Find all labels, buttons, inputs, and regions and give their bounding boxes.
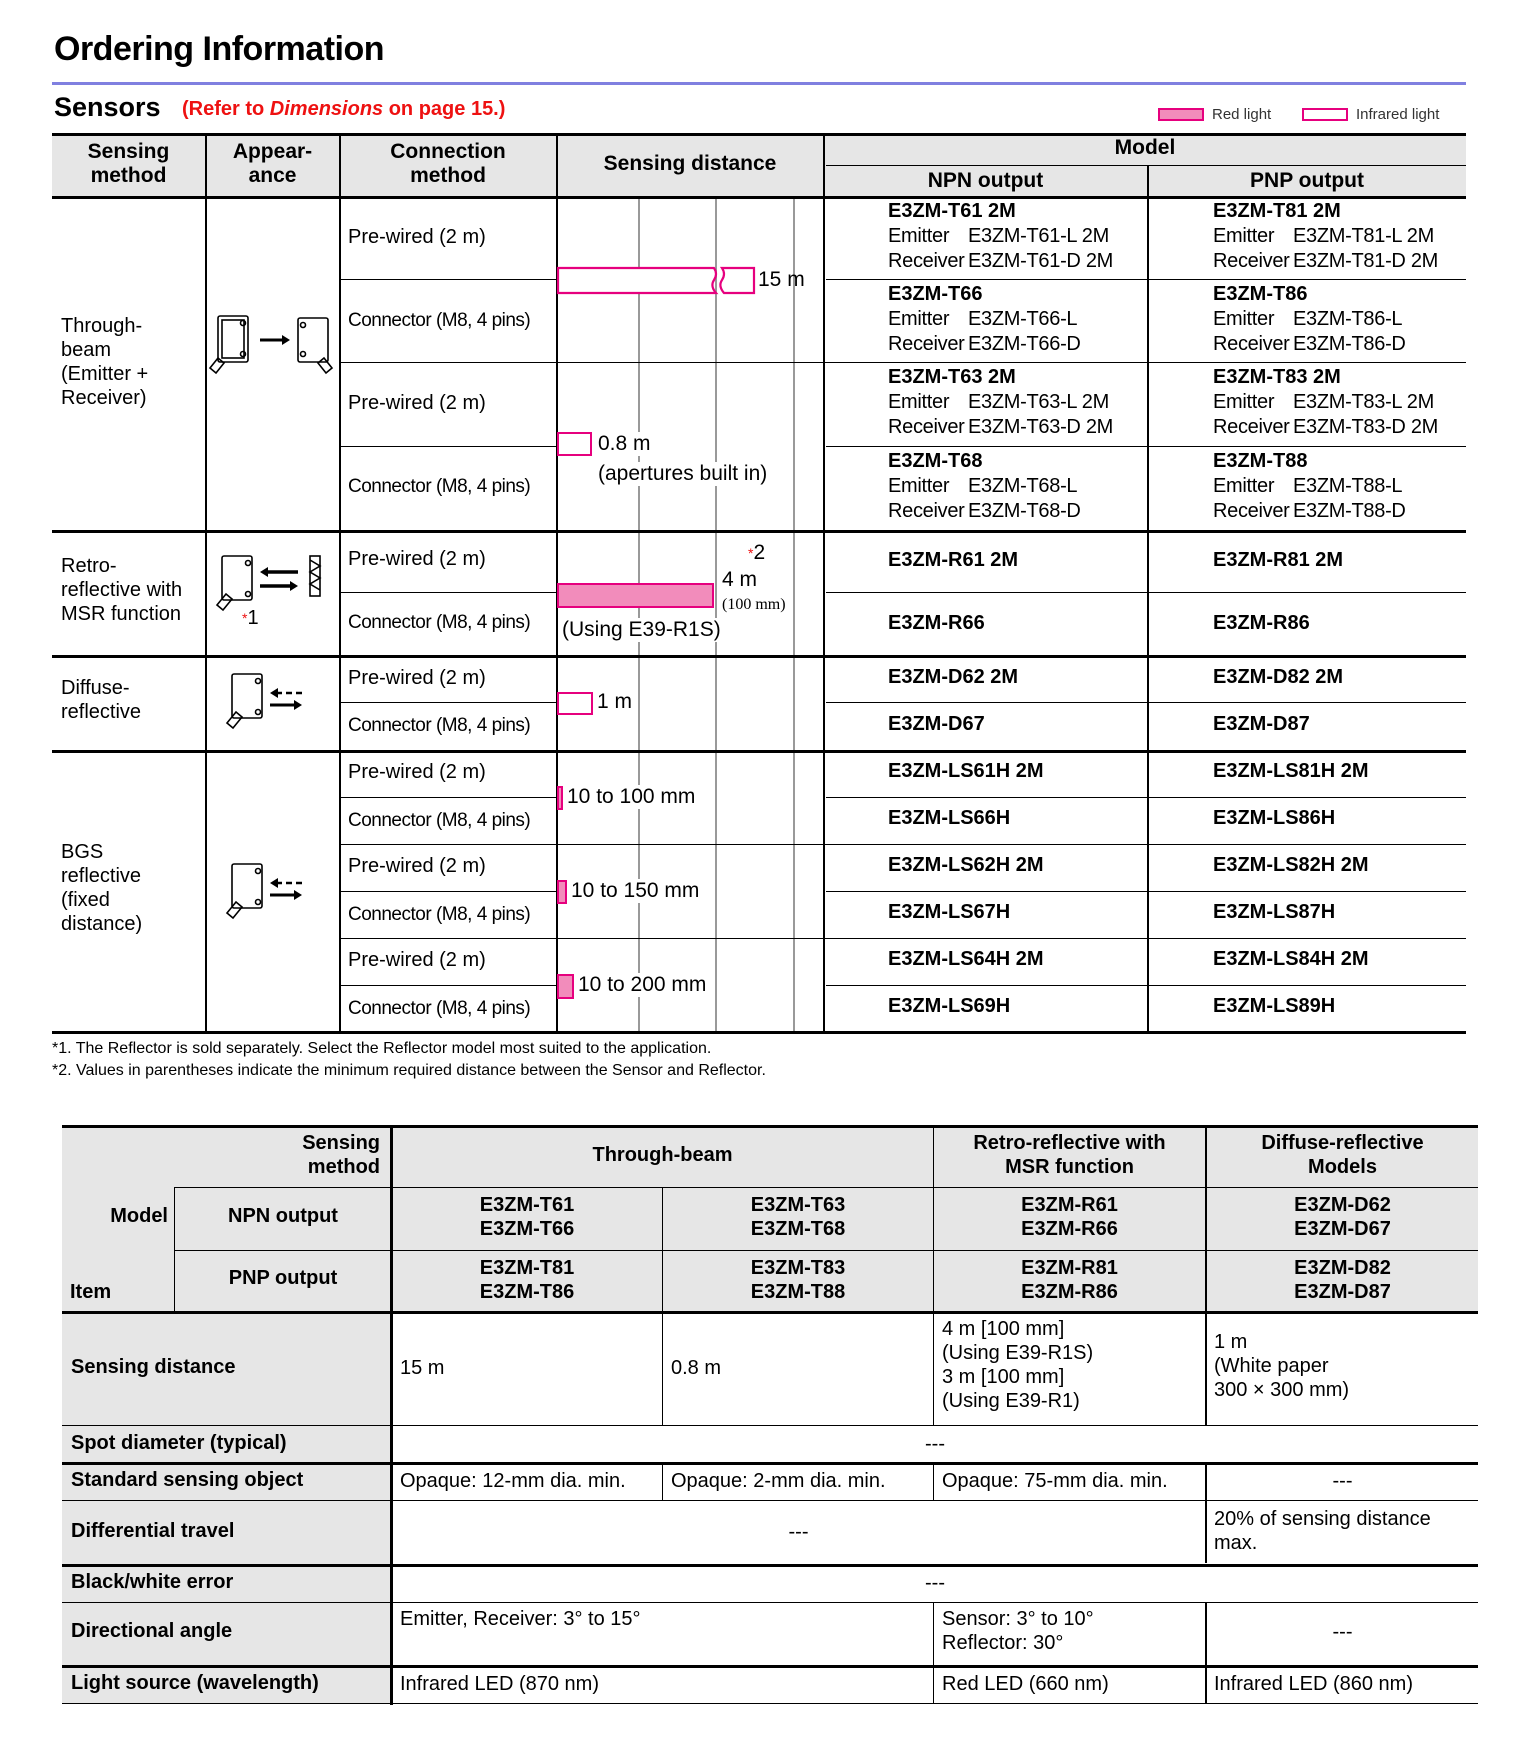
connection-prewired: Pre-wired (2 m) bbox=[348, 761, 486, 783]
light-source-diffuse: Infrared LED (860 nm) bbox=[1214, 1673, 1413, 1695]
rule bbox=[340, 844, 1466, 845]
standard-object-tb2: Opaque: 2-mm dia. min. bbox=[671, 1470, 886, 1492]
diffuse-reflective-sensor-icon bbox=[206, 668, 339, 734]
rule bbox=[340, 592, 558, 593]
rule bbox=[62, 1564, 1478, 1567]
row-label-sensing-distance: Sensing distance bbox=[71, 1356, 236, 1378]
rule bbox=[52, 750, 1466, 753]
footnote-2: *2. Values in parentheses indicate the minimum required distance between the Sensor and Reflector. bbox=[52, 1062, 766, 1079]
model-pnp-ls84h[interactable]: E3ZM-LS84H 2M bbox=[1213, 948, 1369, 970]
column-divider bbox=[933, 1462, 934, 1500]
model-npn-ls66h[interactable]: E3ZM-LS66H bbox=[888, 807, 1011, 829]
model-pnp-ls87h[interactable]: E3ZM-LS87H bbox=[1213, 901, 1336, 923]
rule bbox=[340, 446, 558, 447]
column-divider bbox=[174, 1187, 175, 1312]
rule bbox=[340, 362, 1466, 363]
model-pnp-r81[interactable]: E3ZM-R81 2M bbox=[1213, 549, 1344, 571]
model-npn-ls61h[interactable]: E3ZM-LS61H 2M bbox=[888, 760, 1044, 782]
through-beam-sensor-icon bbox=[206, 310, 339, 376]
row-label-directional-angle: Directional angle bbox=[71, 1620, 233, 1642]
legend-infrared-light bbox=[1302, 106, 1439, 123]
distance-label-10-150mm: 10 to 150 mm bbox=[571, 879, 700, 902]
model-pnp-t86: E3ZM-T86 Emitter E3ZM-T86-L Receiver E3ZM-T86-D bbox=[1213, 283, 1406, 355]
rule bbox=[826, 279, 1466, 280]
standard-object-retro: Opaque: 75-mm dia. min. bbox=[942, 1470, 1168, 1492]
rule bbox=[826, 985, 1466, 986]
model-number[interactable]: E3ZM-T68 bbox=[888, 450, 983, 472]
distance-bar-10-150mm bbox=[557, 880, 567, 904]
ref-prefix: (Refer to bbox=[182, 98, 270, 120]
distance-bar-10-100mm bbox=[557, 786, 563, 810]
bw-error-value: --- bbox=[925, 1572, 945, 1594]
npn-models-diffuse: E3ZM-D62 E3ZM-D67 bbox=[1294, 1194, 1391, 1240]
distance-label-10-200mm: 10 to 200 mm bbox=[578, 973, 707, 996]
header-pnp-output: PNP output bbox=[228, 1267, 338, 1289]
model-number[interactable]: E3ZM-T81 2M bbox=[1213, 200, 1341, 222]
model-number[interactable]: E3ZM-T83 2M bbox=[1213, 366, 1341, 388]
model-number[interactable]: E3ZM-T63 2M bbox=[888, 366, 1016, 388]
model-npn-r61[interactable]: E3ZM-R61 2M bbox=[888, 549, 1019, 571]
rule bbox=[62, 1311, 1478, 1314]
rule bbox=[175, 1250, 1478, 1251]
rule bbox=[62, 1703, 1478, 1704]
model-npn-d67[interactable]: E3ZM-D67 bbox=[888, 713, 985, 735]
distance-gridline bbox=[793, 198, 795, 1033]
model-pnp-ls82h[interactable]: E3ZM-LS82H 2M bbox=[1213, 854, 1369, 876]
column-divider bbox=[933, 1602, 934, 1703]
light-source-retro: Red LED (660 nm) bbox=[942, 1673, 1109, 1695]
distance-bar-10-200mm bbox=[557, 974, 574, 999]
header-pnp-output: PNP output bbox=[1250, 169, 1364, 192]
connection-prewired: Pre-wired (2 m) bbox=[348, 855, 486, 877]
header-model: Model bbox=[1114, 136, 1176, 159]
distance-bar-15m bbox=[556, 266, 756, 296]
connection-connector: Connector (M8, 4 pins) bbox=[348, 310, 531, 331]
infrared-light-label: Infrared light bbox=[1356, 106, 1440, 123]
retro-footnote-mark: *2 bbox=[748, 541, 766, 564]
rule bbox=[62, 1602, 1478, 1603]
distance-label-15m: 15 m bbox=[758, 268, 805, 291]
connection-connector: Connector (M8, 4 pins) bbox=[348, 715, 531, 736]
npn-models-tb2: E3ZM-T63 E3ZM-T68 bbox=[750, 1194, 846, 1240]
rule bbox=[52, 655, 1466, 658]
model-number[interactable]: E3ZM-T66 bbox=[888, 283, 983, 305]
title-divider bbox=[52, 82, 1466, 85]
standard-object-diffuse: --- bbox=[1332, 1470, 1353, 1492]
rule bbox=[62, 1462, 1478, 1465]
distance-gridline bbox=[715, 198, 717, 1033]
rule bbox=[826, 592, 1466, 593]
model-pnp-t88: E3ZM-T88 Emitter E3ZM-T88-L Receiver E3ZM-T88-D bbox=[1213, 450, 1406, 522]
model-pnp-t81: E3ZM-T81 2M Emitter E3ZM-T81-L 2M Receiver E3ZM-T81-D 2M bbox=[1213, 200, 1439, 272]
distance-label-0.8m: 0.8 m bbox=[598, 432, 651, 455]
distance-bar-4m bbox=[557, 583, 714, 608]
rule bbox=[826, 891, 1466, 892]
row-label-differential-travel: Differential travel bbox=[71, 1520, 235, 1542]
connection-prewired: Pre-wired (2 m) bbox=[348, 226, 486, 248]
footnote-1: *1. The Reflector is sold separately. Select the Reflector model most suited to the application. bbox=[52, 1040, 712, 1057]
method-bgs-reflective: BGS reflective (fixed distance) bbox=[61, 841, 143, 935]
dimensions-reference bbox=[182, 98, 505, 121]
connection-prewired: Pre-wired (2 m) bbox=[348, 392, 486, 414]
rule bbox=[52, 1031, 1466, 1034]
model-npn-r66[interactable]: E3ZM-R66 bbox=[888, 612, 985, 634]
rule bbox=[52, 530, 1466, 533]
distance-bar-0.8m bbox=[557, 432, 592, 456]
directional-angle-diffuse: --- bbox=[1332, 1621, 1353, 1643]
header-sensing-distance: Sensing distance bbox=[603, 152, 777, 175]
rule bbox=[340, 938, 1466, 939]
distance-label-100mm: (100 mm) bbox=[722, 596, 786, 613]
pnp-models-tb1: E3ZM-T81 E3ZM-T86 bbox=[479, 1257, 575, 1303]
connection-connector: Connector (M8, 4 pins) bbox=[348, 810, 531, 831]
row-label-spot-diameter: Spot diameter (typical) bbox=[71, 1432, 287, 1454]
directional-angle-tb: Emitter, Receiver: 3° to 15° bbox=[400, 1608, 641, 1630]
header-sensing-method: Sensing method bbox=[87, 140, 170, 187]
distance-label-1m: 1 m bbox=[597, 690, 633, 713]
distance-bar-1m bbox=[557, 692, 593, 715]
differential-travel-value: --- bbox=[788, 1521, 809, 1543]
connection-prewired: Pre-wired (2 m) bbox=[348, 667, 486, 689]
corner-item: Item bbox=[70, 1281, 112, 1303]
model-npn-d62[interactable]: E3ZM-D62 2M bbox=[888, 666, 1019, 688]
header-diffuse-reflective: Diffuse-reflective Models bbox=[1261, 1132, 1424, 1178]
differential-travel-diffuse: 20% of sensing distance max. bbox=[1214, 1508, 1431, 1554]
distance-note-apertures: (apertures built in) bbox=[598, 462, 768, 485]
model-npn-t63: E3ZM-T63 2M Emitter E3ZM-T63-L 2M Receiver E3ZM-T63-D 2M bbox=[888, 366, 1114, 438]
model-npn-ls69h[interactable]: E3ZM-LS69H bbox=[888, 995, 1011, 1017]
connection-connector: Connector (M8, 4 pins) bbox=[348, 998, 531, 1019]
rule bbox=[62, 1500, 1478, 1501]
rule bbox=[62, 1125, 1478, 1128]
spot-diameter-value: --- bbox=[925, 1433, 945, 1455]
model-npn-ls64h[interactable]: E3ZM-LS64H 2M bbox=[888, 948, 1044, 970]
rule bbox=[175, 1187, 1478, 1188]
model-number[interactable]: E3ZM-T86 bbox=[1213, 283, 1308, 305]
header-npn-output: NPN output bbox=[228, 1205, 338, 1227]
npn-models-tb1: E3ZM-T61 E3ZM-T66 bbox=[479, 1194, 575, 1240]
row-label-standard-object: Standard sensing object bbox=[71, 1469, 304, 1491]
method-through-beam: Through- beam (Emitter + Receiver) bbox=[61, 315, 149, 409]
model-pnp-r86[interactable]: E3ZM-R86 bbox=[1213, 612, 1310, 634]
method-retro-reflective: Retro- reflective with MSR function bbox=[61, 555, 183, 625]
distance-label-10-100mm: 10 to 100 mm bbox=[567, 785, 696, 808]
model-npn-t66: E3ZM-T66 Emitter E3ZM-T66-L Receiver E3ZM-T66-D bbox=[888, 283, 1081, 355]
model-npn-t61: E3ZM-T61 2M Emitter E3ZM-T61-L 2M Receiver E3ZM-T61-D 2M bbox=[888, 200, 1114, 272]
retro-reflective-sensor-icon bbox=[206, 550, 339, 616]
model-npn-ls67h[interactable]: E3ZM-LS67H bbox=[888, 901, 1011, 923]
rule bbox=[826, 446, 1466, 447]
column-divider bbox=[662, 1462, 663, 1500]
bgs-reflective-sensor-icon bbox=[206, 858, 339, 924]
light-source-tb: Infrared LED (870 nm) bbox=[400, 1673, 599, 1695]
legend-red-light bbox=[1158, 106, 1271, 123]
directional-angle-retro: Sensor: 3° to 10° Reflector: 30° bbox=[942, 1608, 1094, 1654]
pnp-models-diffuse: E3ZM-D82 E3ZM-D87 bbox=[1294, 1257, 1391, 1303]
sensing-distance-retro: 4 m [100 mm] (Using E39-R1S) 3 m [100 mm] (Using E39-R1) bbox=[942, 1318, 1094, 1412]
connection-connector: Connector (M8, 4 pins) bbox=[348, 904, 531, 925]
pnp-models-retro: E3ZM-R81 E3ZM-R86 bbox=[1021, 1257, 1118, 1303]
connection-connector: Connector (M8, 4 pins) bbox=[348, 476, 531, 497]
ref-suffix: on page 15.) bbox=[383, 98, 506, 120]
model-pnp-t83: E3ZM-T83 2M Emitter E3ZM-T83-L 2M Receiver E3ZM-T83-D 2M bbox=[1213, 366, 1439, 438]
column-divider bbox=[339, 133, 341, 1032]
header-connection-method: Connection method bbox=[390, 140, 506, 187]
section-title: Sensors bbox=[54, 92, 161, 122]
sensing-distance-tb1: 15 m bbox=[400, 1357, 445, 1379]
distance-note-using-e39-r1s: (Using E39-R1S) bbox=[562, 618, 721, 641]
model-npn-ls62h[interactable]: E3ZM-LS62H 2M bbox=[888, 854, 1044, 876]
row-label-bw-error: Black/white error bbox=[71, 1571, 234, 1593]
row-label-light-source: Light source (wavelength) bbox=[71, 1672, 319, 1694]
header-through-beam: Through-beam bbox=[592, 1144, 733, 1166]
model-pnp-d87[interactable]: E3ZM-D87 bbox=[1213, 713, 1310, 735]
rule bbox=[340, 891, 558, 892]
header-retro-reflective: Retro-reflective with MSR function bbox=[973, 1132, 1166, 1178]
header-npn-output: NPN output bbox=[927, 169, 1044, 192]
rule bbox=[340, 279, 558, 280]
connection-prewired: Pre-wired (2 m) bbox=[348, 548, 486, 570]
rule bbox=[62, 1425, 1478, 1426]
sensing-distance-tb2: 0.8 m bbox=[671, 1357, 722, 1379]
npn-models-retro: E3ZM-R61 E3ZM-R66 bbox=[1021, 1194, 1118, 1240]
ref-dimensions-link[interactable]: Dimensions bbox=[269, 98, 384, 120]
model-pnp-ls89h[interactable]: E3ZM-LS89H bbox=[1213, 995, 1336, 1017]
column-divider bbox=[823, 133, 825, 1032]
page-title: Ordering Information bbox=[54, 30, 384, 68]
column-divider bbox=[1147, 165, 1149, 1032]
rule bbox=[340, 702, 558, 703]
model-pnp-ls86h[interactable]: E3ZM-LS86H bbox=[1213, 807, 1336, 829]
rule bbox=[62, 1665, 1478, 1668]
corner-model: Model bbox=[110, 1205, 168, 1227]
connection-connector: Connector (M8, 4 pins) bbox=[348, 612, 531, 633]
distance-label-4m: 4 m bbox=[722, 568, 758, 591]
red-light-label: Red light bbox=[1212, 106, 1272, 123]
column-divider bbox=[1205, 1602, 1207, 1703]
model-pnp-ls81h[interactable]: E3ZM-LS81H 2M bbox=[1213, 760, 1369, 782]
model-npn-t68: E3ZM-T68 Emitter E3ZM-T68-L Receiver E3ZM-T68-D bbox=[888, 450, 1081, 522]
model-pnp-d82[interactable]: E3ZM-D82 2M bbox=[1213, 666, 1344, 688]
corner-sensing-method: Sensing method bbox=[302, 1132, 380, 1178]
model-number[interactable]: E3ZM-T61 2M bbox=[888, 200, 1016, 222]
connection-prewired: Pre-wired (2 m) bbox=[348, 949, 486, 971]
model-number[interactable]: E3ZM-T88 bbox=[1213, 450, 1308, 472]
reflector-footnote-mark: *1 bbox=[242, 607, 259, 629]
sensing-distance-diffuse: 1 m (White paper 300 × 300 mm) bbox=[1214, 1331, 1350, 1401]
rule bbox=[826, 702, 1466, 703]
header-appearance: Appear- ance bbox=[232, 140, 313, 187]
method-diffuse-reflective: Diffuse- reflective bbox=[61, 677, 142, 723]
rule bbox=[826, 797, 1466, 798]
rule bbox=[340, 797, 558, 798]
rule bbox=[826, 165, 1466, 166]
infrared-light-swatch bbox=[1302, 108, 1348, 121]
rule bbox=[340, 985, 558, 986]
red-light-swatch bbox=[1158, 108, 1204, 121]
distance-gridline bbox=[638, 198, 640, 1033]
pnp-models-tb2: E3ZM-T83 E3ZM-T88 bbox=[750, 1257, 846, 1303]
standard-object-tb1: Opaque: 12-mm dia. min. bbox=[400, 1470, 626, 1492]
